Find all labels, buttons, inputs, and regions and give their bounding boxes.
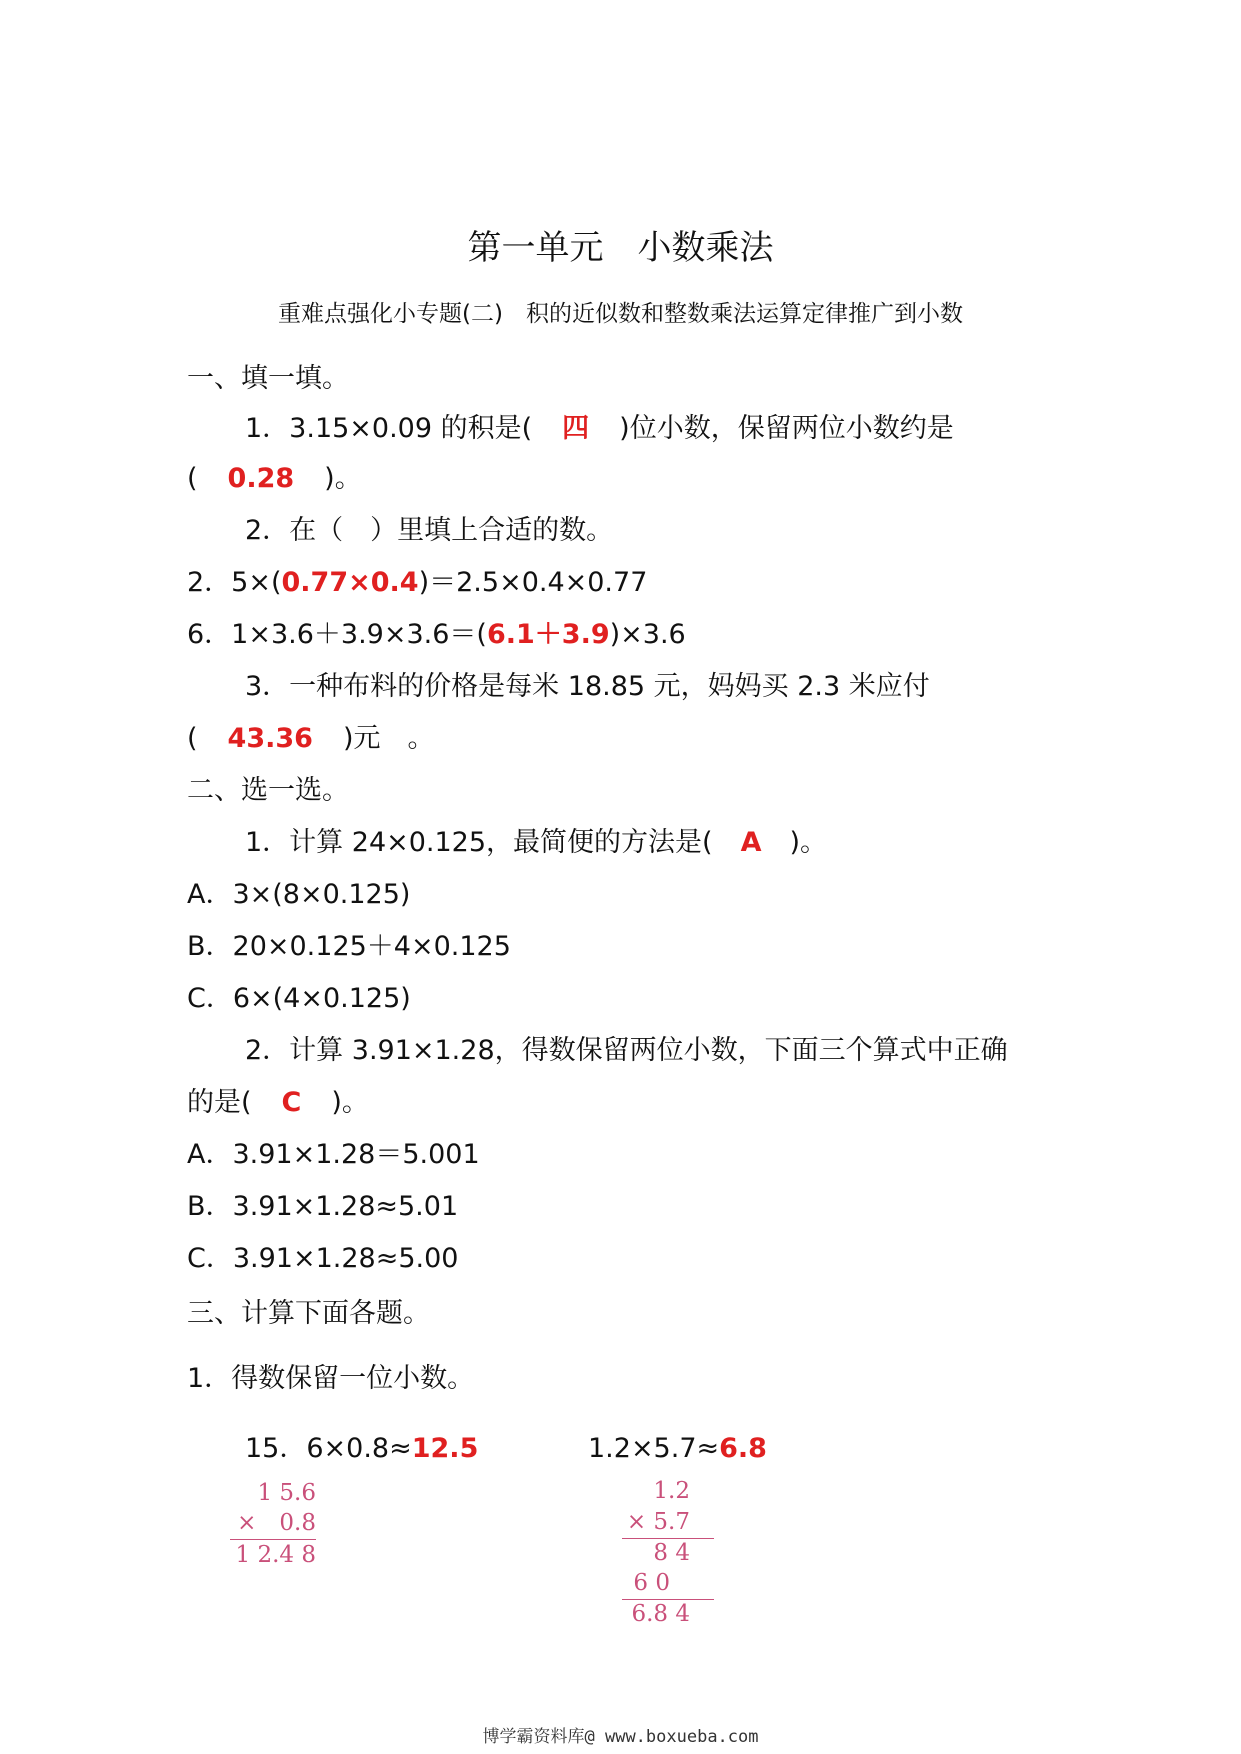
s1-q2-l1-answer: 0.77×0.4: [281, 567, 419, 598]
s2-q2-text-b: 的是(: [187, 1087, 252, 1118]
s1-q1-text-c: (: [187, 463, 198, 494]
vertical-calc-1: [228, 1478, 328, 1578]
s3-calc1-expr: 15．6×0.8≈: [245, 1433, 412, 1464]
s1-q2-line2: [187, 618, 686, 652]
vcalc1-row1: 1 5.6: [257, 1480, 316, 1506]
s2-q2-line2: [187, 1086, 369, 1120]
s1-q2-l2-a: 6．1×3.6＋3.9×3.6＝(: [187, 619, 487, 650]
s1-q3-line2: [187, 722, 435, 756]
s2-q2-line1: 2．计算 3.91×1.28，得数保留两位小数，下面三个算式中正确: [245, 1035, 1008, 1066]
page-title: 第一单元 小数乘法: [467, 228, 774, 268]
s2-q2-text-c: )。: [331, 1087, 369, 1118]
s2-q1-option-b: B．20×0.125＋4×0.125: [187, 931, 511, 962]
vcalc2-row2: × 5.7: [626, 1509, 690, 1535]
s1-q2-l2-answer: 6.1＋3.9: [486, 619, 610, 650]
s2-q2-option-c: C．3.91×1.28≈5.00: [187, 1243, 459, 1274]
s3-calc1-answer: 12.5: [411, 1433, 479, 1464]
footer-watermark: 博学霸资料库@ www.boxueba.com: [482, 1727, 759, 1747]
s2-q2-option-a: A．3.91×1.28＝5.001: [187, 1139, 480, 1170]
s3-calc2-expr: 1.2×5.7≈: [588, 1433, 720, 1464]
s3-sub1: 1．得数保留一位小数。: [187, 1363, 475, 1394]
vcalc2-row5: 6.8 4: [631, 1601, 690, 1627]
s1-q1-text-d: )。: [324, 463, 362, 494]
s2-q1: [245, 826, 827, 860]
s2-q1-text-a: 1．计算 24×0.125，最简便的方法是(: [245, 827, 713, 858]
s1-q2-l2-b: )×3.6: [609, 619, 686, 650]
section2-heading: 二、选一选。: [187, 775, 349, 806]
vcalc1-row2: × 0.8: [237, 1510, 316, 1536]
s1-q2-l1-b: )＝2.5×0.4×0.77: [418, 567, 648, 598]
s1-q1-answer2: 0.28: [227, 463, 295, 494]
s1-q1-answer1: 四: [562, 413, 590, 444]
vcalc2-row3: 8 4: [653, 1540, 690, 1566]
s1-q3-answer: 43.36: [227, 723, 313, 754]
section1-heading: 一、填一填。: [187, 363, 349, 394]
s3-calc2: [588, 1432, 767, 1466]
s3-calc1: [245, 1432, 478, 1466]
s1-q1-line1: [245, 412, 954, 446]
s1-q2-line1: [187, 566, 647, 600]
s2-q1-text-b: )。: [789, 827, 828, 858]
s1-q3-text-c: )元 。: [342, 723, 435, 754]
s1-q2: 2．在（ ）里填上合适的数。: [245, 515, 614, 546]
s2-q2-answer: C: [281, 1087, 302, 1118]
s1-q1-text-a: 1．3.15×0.09 的积是(: [245, 413, 533, 444]
s2-q2-option-b: B．3.91×1.28≈5.01: [187, 1191, 459, 1222]
s2-q1-option-c: C．6×(4×0.125): [187, 983, 411, 1014]
s1-q3-line1: 3．一种布料的价格是每米 18.85 元，妈妈买 2.3 米应付: [245, 671, 930, 702]
vertical-calc-2: [620, 1476, 720, 1636]
s2-q1-option-a: A．3×(8×0.125): [187, 879, 411, 910]
vcalc2-row4: 6 0: [633, 1570, 670, 1596]
s2-q1-answer: A: [740, 827, 762, 858]
page-subtitle: 重难点强化小专题(二) 积的近似数和整数乘法运算定律推广到小数: [278, 301, 963, 327]
vcalc2-row1: 1.2: [653, 1478, 690, 1504]
vcalc1-row3: 1 2.4 8: [235, 1542, 316, 1568]
s1-q1-line2: [187, 462, 362, 496]
s1-q2-l1-a: 2．5×(: [187, 567, 282, 598]
s3-calc2-answer: 6.8: [719, 1433, 767, 1464]
s1-q3-text-b: (: [187, 723, 198, 754]
section3-heading: 三、计算下面各题。: [187, 1298, 430, 1329]
s1-q1-text-b: )位小数，保留两位小数约是: [619, 413, 954, 444]
